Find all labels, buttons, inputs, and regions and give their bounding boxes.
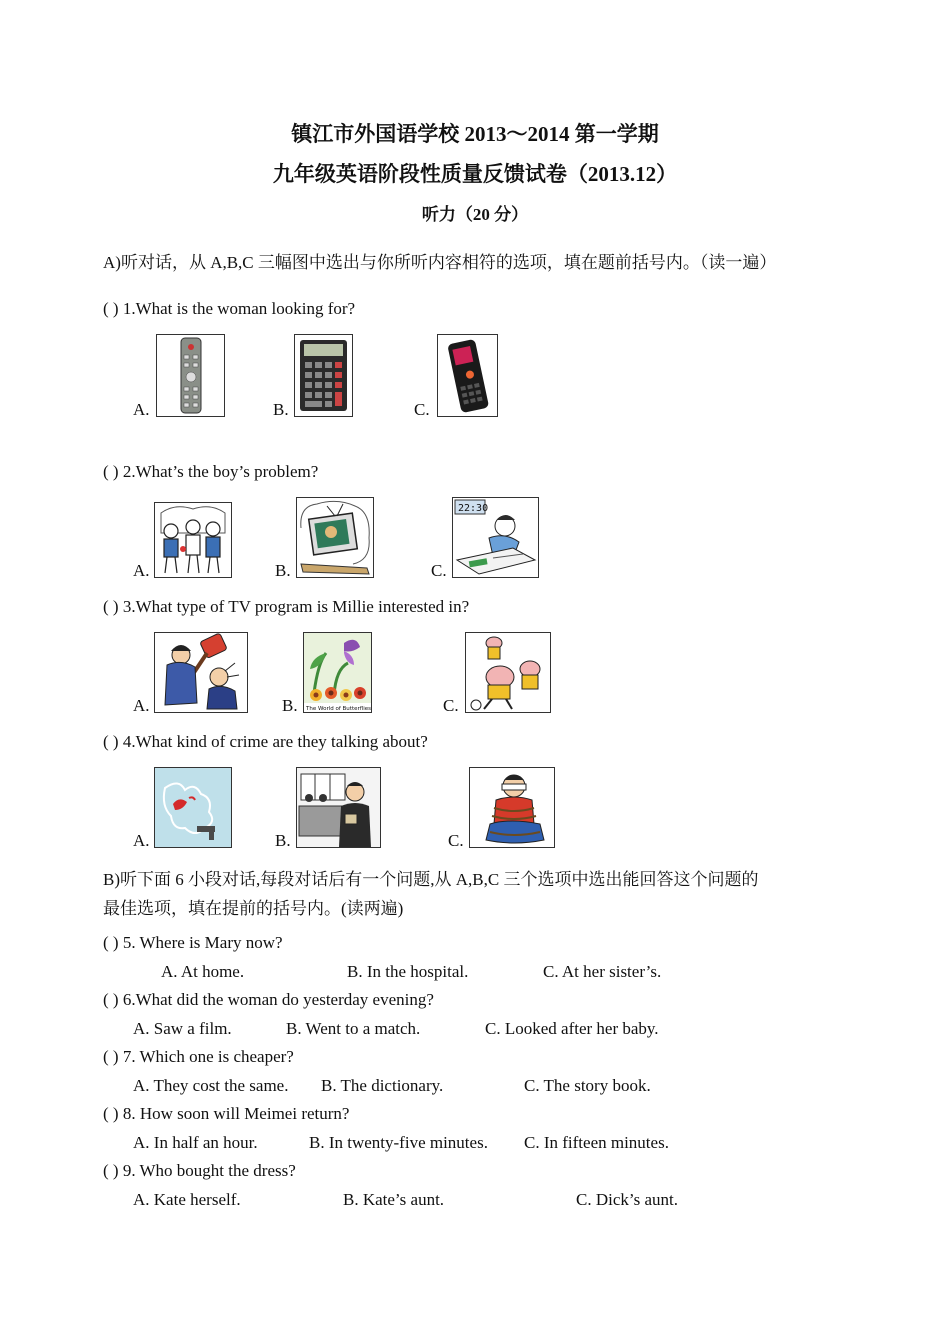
q3-butterflies-image: [303, 632, 372, 713]
clock-text: 22:30: [458, 503, 489, 514]
q5-option-a: A. At home.: [161, 962, 245, 981]
q1-remote-control-image: [156, 334, 225, 417]
question-9: ( ) 9. Who bought the dress?: [103, 1161, 296, 1180]
question-8: ( ) 8. How soon will Meimei return?: [103, 1104, 350, 1123]
q6-option-a: A. Saw a film.: [133, 1019, 232, 1038]
question-6: ( ) 6.What did the woman do yesterday evening?: [103, 990, 434, 1009]
q6-option-b: B. Went to a match.: [286, 1019, 421, 1038]
question-5: ( ) 5. Where is Mary now?: [103, 933, 283, 952]
exam-title-line2: 九年级英语阶段性质量反馈试卷（2013.12）: [272, 162, 678, 186]
part-a-instruction: A)听对话，从 A,B,C 三幅图中选出与你所听内容相符的选项，填在题前括号内。（读一遍）: [103, 253, 777, 272]
q3-label-a: A.: [133, 696, 150, 715]
q4-kidnapping-image: [469, 767, 555, 848]
exam-title-line1: 镇江市外国语学校 2013～2014 第一学期: [291, 122, 659, 146]
q8-option-b: B. In twenty-five minutes.: [309, 1133, 488, 1152]
q9-option-c: C. Dick’s aunt.: [576, 1190, 678, 1209]
q9-option-a: A. Kate herself.: [133, 1190, 241, 1209]
part-b-instruction-line1: B)听下面 6 小段对话,每段对话后有一个问题,从 A,B,C 三个选项中选出能回答这个问题的: [103, 870, 759, 889]
q3-label-c: C.: [443, 696, 459, 715]
q4-label-b: B.: [275, 831, 291, 850]
question-7: ( ) 7. Which one is cheaper?: [103, 1047, 294, 1066]
q4-label-c: C.: [448, 831, 464, 850]
q5-option-c: C. At her sister’s.: [543, 962, 662, 981]
q8-option-a: A. In half an hour.: [133, 1133, 258, 1152]
q2-label-b: B.: [275, 561, 291, 580]
q1-label-a: A.: [133, 400, 150, 419]
q7-option-b: B. The dictionary.: [321, 1076, 444, 1095]
q7-option-c: C. The story book.: [524, 1076, 651, 1095]
q1-calculator-image: [294, 334, 353, 417]
q7-option-a: A. They cost the same.: [133, 1076, 289, 1095]
q2-studying-late-image: [452, 497, 539, 578]
q1-label-b: B.: [273, 400, 289, 419]
question-4: ( ) 4.What kind of crime are they talking about?: [103, 732, 428, 751]
q2-friends-image: [154, 502, 232, 578]
part-b-instruction-line2: 最佳选项，填在提前的括号内。(读两遍): [103, 899, 404, 918]
butterflies-caption: The World of Butterflies: [306, 706, 371, 712]
q6-option-c: C. Looked after her baby.: [485, 1019, 659, 1038]
q3-label-b: B.: [282, 696, 298, 715]
q9-option-b: B. Kate’s aunt.: [343, 1190, 445, 1209]
question-2: ( ) 2.What’s the boy’s problem?: [103, 462, 319, 481]
q4-label-a: A.: [133, 831, 150, 850]
q2-label-a: A.: [133, 561, 150, 580]
q4-bank-image: [296, 767, 381, 848]
q8-option-c: C. In fifteen minutes.: [524, 1133, 669, 1152]
q3-cartoon-image: [465, 632, 551, 713]
question-3: ( ) 3.What type of TV program is Millie interested in?: [103, 597, 470, 616]
q2-label-c: C.: [431, 561, 447, 580]
q3-comedy-image: [154, 632, 248, 713]
q1-mobile-phone-image: [437, 334, 498, 417]
q1-label-c: C.: [414, 400, 430, 419]
q4-murder-scene-image: [154, 767, 232, 848]
question-1: ( ) 1.What is the woman looking for?: [103, 299, 356, 318]
q5-option-b: B. In the hospital.: [347, 962, 469, 981]
q2-tv-image: [296, 497, 374, 578]
section-title: 听力（20 分）: [421, 205, 529, 224]
